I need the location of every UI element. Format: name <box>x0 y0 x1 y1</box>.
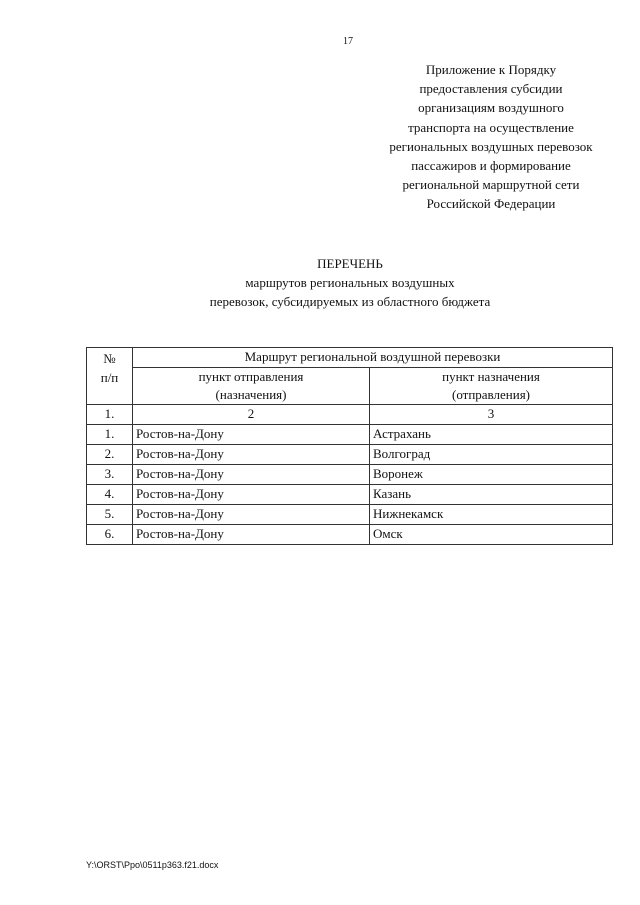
appendix-line: Российской Федерации <box>426 196 556 212</box>
table-numbering-row <box>87 405 613 425</box>
row-departure: Ростов-на-Дону <box>133 505 370 525</box>
header-destination-line: пункт назначения <box>442 369 540 384</box>
title-line: маршрутов региональных воздушных <box>245 275 455 290</box>
row-number: 5. <box>87 505 133 525</box>
table-row <box>87 445 613 465</box>
row-departure: Ростов-на-Дону <box>133 485 370 505</box>
row-departure: Ростов-на-Дону <box>133 445 370 465</box>
table-row <box>87 485 613 505</box>
page-number: 17 <box>343 36 353 47</box>
row-number: 4. <box>87 485 133 505</box>
row-number: 3. <box>87 465 133 485</box>
header-departure-line: пункт отправления <box>198 369 304 384</box>
row-destination: Волгоград <box>370 445 613 465</box>
row-number: 1. <box>87 425 133 445</box>
row-departure: Ростов-на-Дону <box>133 425 370 445</box>
row-number: 6. <box>87 525 133 545</box>
appendix-line: Приложение к Порядку <box>425 62 557 77</box>
table-header-row <box>87 348 613 368</box>
appendix-line: предоставления субсидии <box>419 81 563 97</box>
appendix-note <box>368 60 614 214</box>
row-destination: Воронеж <box>370 465 613 485</box>
row-departure: Ростов-на-Дону <box>133 465 370 485</box>
document-title <box>150 254 550 311</box>
table-subheader-row <box>87 368 613 405</box>
appendix-line: организациям воздушного <box>418 100 564 116</box>
header-route-group: Маршрут региональной воздушной перевозки <box>133 348 613 368</box>
header-destination <box>370 368 613 405</box>
title-heading: ПЕРЕЧЕНЬ <box>317 256 383 271</box>
table-row <box>87 505 613 525</box>
numbering-cell: 1. <box>87 405 133 425</box>
numbering-cell: 3 <box>370 405 613 425</box>
header-number-label: п/п <box>100 370 119 385</box>
title-line: перевозок, субсидируемых из областного бюджета <box>209 294 491 309</box>
header-departure <box>133 368 370 405</box>
table-row <box>87 465 613 485</box>
row-destination: Казань <box>370 485 613 505</box>
row-destination: Нижнекамск <box>370 505 613 525</box>
row-number: 2. <box>87 445 133 465</box>
file-path-footer: Y:\ORST\Ppo\0511p363.f21.docx <box>86 860 219 870</box>
appendix-line: региональных воздушных перевозок <box>389 138 593 154</box>
row-departure: Ростов-на-Дону <box>133 525 370 545</box>
row-destination: Астрахань <box>370 425 613 445</box>
routes-table <box>86 347 613 545</box>
table-row <box>87 425 613 445</box>
row-destination: Омск <box>370 525 613 545</box>
appendix-line: региональной маршрутной сети <box>402 177 580 193</box>
table-row <box>87 525 613 545</box>
header-number <box>87 348 133 405</box>
appendix-line: транспорта на осуществление <box>408 119 574 135</box>
header-departure-line: (назначения) <box>215 387 287 402</box>
numbering-cell: 2 <box>133 405 370 425</box>
header-number-symbol: № <box>103 351 116 366</box>
header-destination-line: (отправления) <box>451 387 530 402</box>
appendix-line: пассажиров и формирование <box>411 158 571 174</box>
